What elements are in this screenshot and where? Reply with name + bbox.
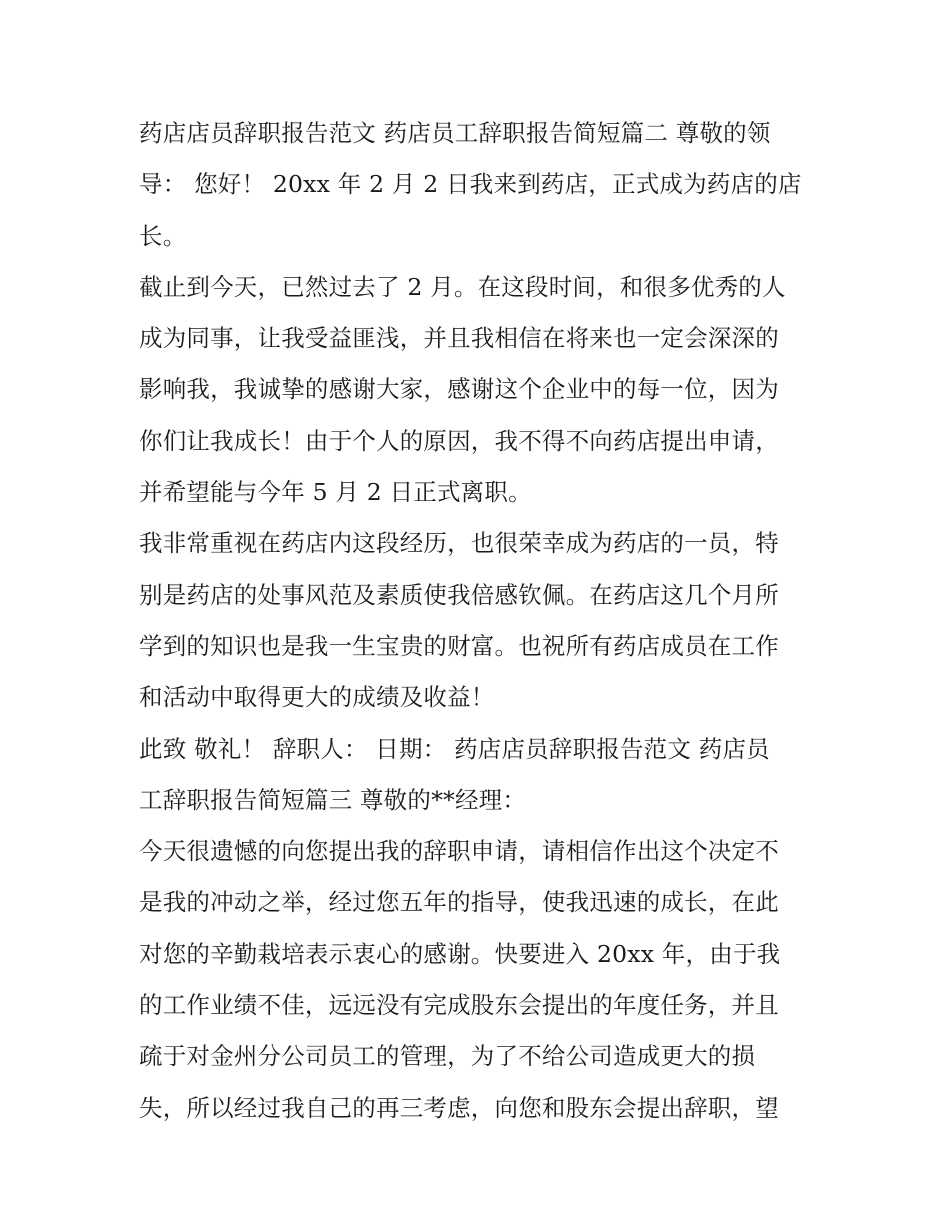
text-line: 长。	[139, 221, 187, 250]
text-line: 我非常重视在药店内这段经历，也很荣幸成为药店的一员，特	[139, 529, 779, 558]
text-line: 导： 您好！ 20xx 年 2 月 2 日我来到药店，正式成为药店的店	[139, 170, 802, 199]
text-line: 成为同事，让我受益匪浅，并且我相信在将来也一定会深深的	[139, 324, 779, 353]
text-line: 并希望能与今年 5 月 2 日正式离职。	[139, 478, 532, 507]
text-line: 学到的知识也是我一生宝贵的财富。也祝所有药店成员在工作	[139, 631, 779, 660]
text-line: 药店店员辞职报告范文 药店员工辞职报告简短篇二 尊敬的领	[139, 119, 771, 147]
text-line: 此致 敬礼！ 辞职人： 日期： 药店店员辞职报告范文 药店员	[139, 734, 770, 763]
document-body	[139, 108, 819, 1134]
text-line: 和活动中取得更大的成绩及收益！	[139, 683, 495, 712]
text-line: 疏于对金州分公司员工的管理，为了不给公司造成更大的损	[139, 1042, 756, 1071]
text-line: 工辞职报告简短篇三 尊敬的**经理：	[139, 785, 527, 814]
text-line: 是我的冲动之举，经过您五年的指导，使我迅速的成长，在此	[139, 888, 779, 917]
text-line: 对您的辛勤栽培表示衷心的感谢。快要进入 20xx 年，由于我	[139, 939, 781, 968]
text-line: 截止到今天，已然过去了 2 月。在这段时间，和很多优秀的人	[139, 272, 786, 301]
text-line: 别是药店的处事风范及素质使我倍感钦佩。在药店这几个月所	[139, 580, 779, 609]
text-line: 今天很遗憾的向您提出我的辞职申请，请相信作出这个决定不	[139, 837, 779, 866]
text-line: 影响我，我诚挚的感谢大家，感谢这个企业中的每一位，因为	[139, 375, 779, 404]
text-line: 失，所以经过我自己的再三考虑，向您和股东会提出辞职，望	[139, 1093, 779, 1122]
text-line: 的工作业绩不佳，远远没有完成股东会提出的年度任务，并且	[139, 991, 779, 1020]
text-line: 你们让我成长！由于个人的原因，我不得不向药店提出申请，	[139, 426, 779, 455]
